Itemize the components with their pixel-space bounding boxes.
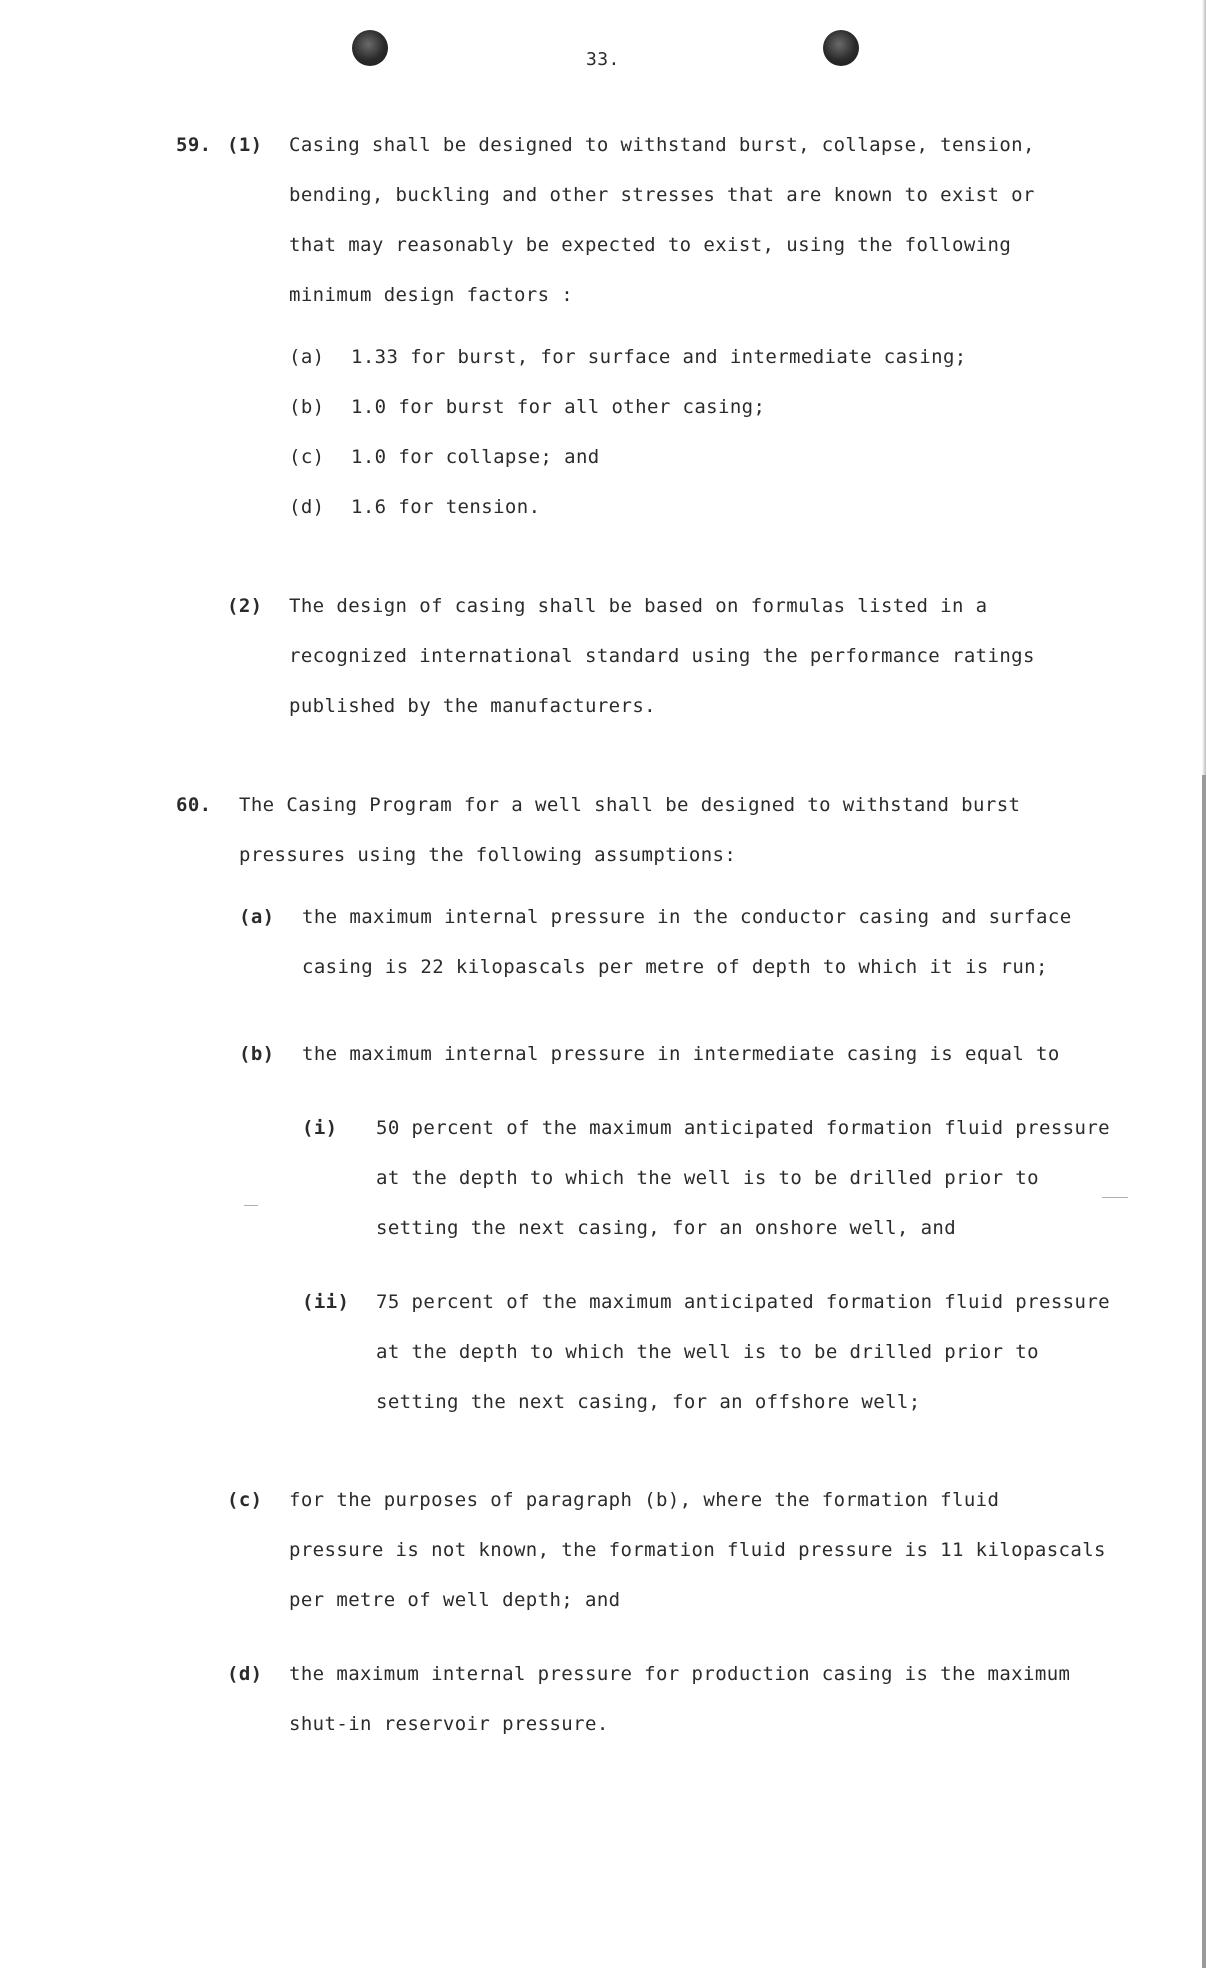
section-60-number: 60.	[176, 794, 212, 816]
section-59-2-line-2: recognized international standard using the performance ratings	[289, 645, 1035, 667]
section-59-subsection-1-label: (1)	[227, 134, 263, 156]
section-60-b-text: the maximum internal pressure in intermediate casing is equal to	[302, 1043, 1060, 1065]
section-60-a-line-2: casing is 22 kilopascals per metre of depth to which it is run;	[302, 956, 1048, 978]
section-60-b-ii-line-2: at the depth to which the well is to be drilled prior to	[376, 1341, 1039, 1363]
section-59-1-item-b-text: 1.0 for burst for all other casing;	[351, 396, 766, 418]
scan-speck-left	[244, 1205, 258, 1206]
section-60-b-i-label: (i)	[302, 1117, 338, 1139]
section-60-d-label: (d)	[227, 1663, 263, 1685]
section-60-b-i-line-3: setting the next casing, for an onshore well, and	[376, 1217, 957, 1239]
section-60-intro-line-1: The Casing Program for a well shall be designed to withstand burst	[239, 794, 1021, 816]
section-59-1-line-1: Casing shall be designed to withstand burst, collapse, tension,	[289, 134, 1035, 156]
section-59-1-line-3: that may reasonably be expected to exist, using the following	[289, 234, 1012, 256]
punch-hole-right	[823, 30, 859, 66]
section-59-subsection-2-label: (2)	[227, 595, 263, 617]
section-60-d-line-2: shut-in reservoir pressure.	[289, 1713, 609, 1735]
section-60-c-line-2: pressure is not known, the formation fluid pressure is 11 kilopascals	[289, 1539, 1106, 1561]
section-60-b-ii-line-1: 75 percent of the maximum anticipated formation fluid pressure	[376, 1291, 1111, 1313]
section-60-b-i-line-2: at the depth to which the well is to be drilled prior to	[376, 1167, 1039, 1189]
section-60-intro-line-2: pressures using the following assumptions:	[239, 844, 737, 866]
section-60-a-line-1: the maximum internal pressure in the conductor casing and surface	[302, 906, 1072, 928]
section-60-c-line-3: per metre of well depth; and	[289, 1589, 621, 1611]
page-number: 33.	[586, 49, 620, 70]
section-59-1-item-c-label: (c)	[289, 446, 325, 468]
scan-speck-right	[1102, 1197, 1128, 1198]
scan-edge-shadow-lower	[1202, 775, 1206, 1968]
section-60-c-label: (c)	[227, 1489, 263, 1511]
section-59-2-line-1: The design of casing shall be based on formulas listed in a	[289, 595, 988, 617]
section-59-2-line-3: published by the manufacturers.	[289, 695, 657, 717]
section-59-1-item-c-text: 1.0 for collapse; and	[351, 446, 600, 468]
section-59-1-item-b-label: (b)	[289, 396, 325, 418]
section-59-1-item-d-label: (d)	[289, 496, 325, 518]
section-60-b-i-line-1: 50 percent of the maximum anticipated formation fluid pressure	[376, 1117, 1111, 1139]
section-59-number: 59.	[176, 134, 212, 156]
section-59-1-line-2: bending, buckling and other stresses that are known to exist or	[289, 184, 1035, 206]
section-60-b-label: (b)	[239, 1043, 275, 1065]
section-59-1-item-d-text: 1.6 for tension.	[351, 496, 541, 518]
section-59-1-line-4: minimum design factors :	[289, 284, 574, 306]
section-59-1-item-a-label: (a)	[289, 346, 325, 368]
section-60-c-line-1: for the purposes of paragraph (b), where the formation fluid	[289, 1489, 1000, 1511]
section-60-a-label: (a)	[239, 906, 275, 928]
section-60-d-line-1: the maximum internal pressure for production casing is the maximum	[289, 1663, 1071, 1685]
punch-hole-left	[352, 30, 388, 66]
section-60-b-ii-label: (ii)	[302, 1291, 350, 1313]
section-60-b-ii-line-3: setting the next casing, for an offshore well;	[376, 1391, 921, 1413]
section-59-1-item-a-text: 1.33 for burst, for surface and intermediate casing;	[351, 346, 967, 368]
